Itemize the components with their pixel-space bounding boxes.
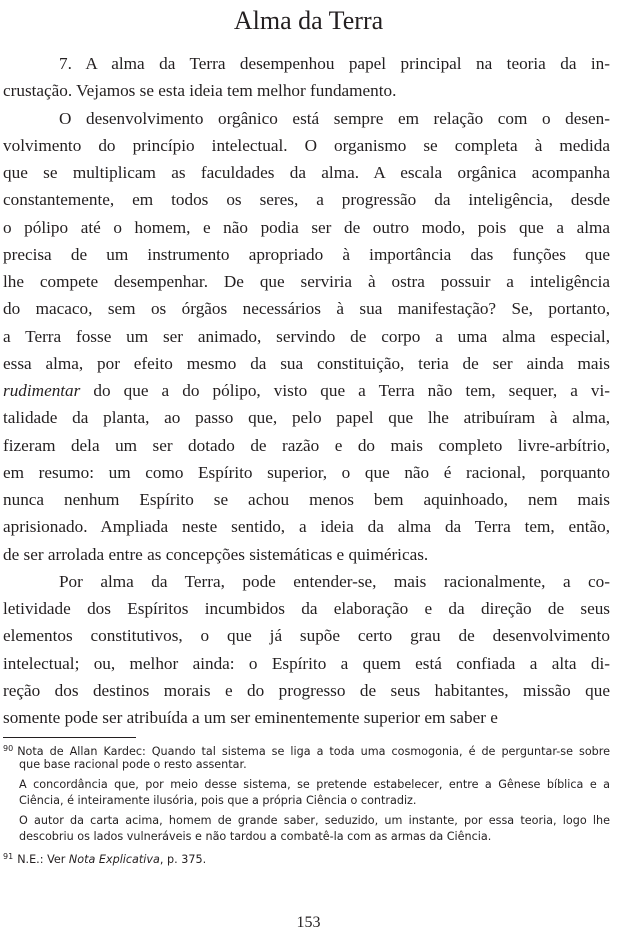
footnotes: [3, 741, 610, 865]
text-line: [3, 404, 610, 431]
text-line: [3, 159, 610, 186]
text-run: lhe compete desempenhar. De que serviria à ostra possuir a inteligência: [3, 272, 610, 291]
text-run: O desenvolvimento orgânico está sempre em relação com o desen-: [59, 108, 610, 128]
text-line: [3, 105, 610, 132]
text-line: [3, 459, 610, 486]
text-run: essa alma, por efeito mesmo da sua constituição, teria de ser ainda mais: [3, 353, 610, 373]
footnote-90-text: Nota de Allan Kardec: Quando tal sistema se liga a toda uma cosmogonia, é de perguntar-se sobre: [17, 745, 610, 758]
text-run: talidade da planta, ao passo que, pelo papel que lhe atribuíram à alma,: [3, 408, 610, 428]
text-line: [3, 432, 610, 459]
text-run: o pólipo até o homem, e não podia ser de outro modo, pois que a alma: [3, 217, 610, 237]
text-line: [3, 295, 610, 322]
text-line: [3, 486, 610, 513]
text-run: a Terra fosse um ser animado, servindo de corpo a uma alma especial,: [3, 326, 610, 346]
footnote-91-prefix: N.E.: Ver: [17, 853, 69, 866]
footnote-90-line: [3, 741, 610, 757]
footnote-90-line: descobriu os lados vulneráveis e não tardou a combatê-la com as armas da Ciência.: [19, 830, 492, 843]
text-line: [3, 77, 610, 104]
text-run: precisa de um instrumento apropriado à importância das funções que: [3, 244, 610, 264]
text-line: [3, 268, 610, 295]
text-run: fizeram dela um ser dotado de razão e do mais completo livre-arbítrio,: [3, 435, 610, 455]
text-line: [3, 50, 610, 77]
footnote-91-italic: Nota Explicativa: [68, 853, 160, 866]
footnote-90-line: Ciência, é inteiramente ilusória, pois que a própria Ciência o contradiz.: [19, 794, 417, 807]
paragraph: [3, 105, 610, 568]
text-run: letividade dos Espíritos incumbidos da elaboração e da direção de seus: [3, 599, 610, 618]
page-number: 153: [296, 914, 321, 931]
text-line: [3, 677, 610, 704]
paragraph: [3, 568, 610, 732]
paragraph: [3, 50, 610, 105]
text-line: [3, 132, 610, 159]
text-line: [3, 350, 610, 377]
text-line: [3, 541, 610, 568]
text-run: Por alma da Terra, pode entender-se, mais racionalmente, a co-: [59, 571, 610, 591]
text-run: volvimento do princípio intelectual. O organismo se completa à medida: [3, 135, 610, 155]
footnote-91-number: 91: [3, 852, 14, 861]
text-line: [3, 513, 610, 540]
footnote-90-number: 90: [3, 744, 14, 753]
footnote-90-line: A concordância que, por meio desse sistema, se pretende estabelecer, entre a Gênese bíblica e a: [19, 778, 610, 791]
text-run: crustação. Vejamos se esta ideia tem melhor fundamento.: [3, 81, 397, 101]
italic-text: rudimentar: [3, 381, 81, 400]
footnote-91-suffix: , p. 375.: [159, 853, 207, 866]
text-line: [3, 650, 610, 677]
text-line: [3, 595, 610, 622]
text-run: somente pode ser atribuída a um ser eminentemente superior em saber e: [3, 708, 498, 727]
text-run: reção dos destinos morais e do progresso de seus habitantes, missão que: [3, 680, 610, 700]
text-run: constantemente, em todos os seres, a progressão da inteligência, desde: [3, 190, 610, 210]
text-line: [3, 704, 610, 731]
text-run: em resumo: um como Espírito superior, o que não é racional, porquanto: [3, 462, 610, 482]
text-run: nunca nenhum Espírito se achou menos bem aquinhoado, nem mais: [3, 490, 610, 509]
body-text: [3, 50, 610, 731]
footnote-90-line: que base racional pode o resto assentar.: [19, 758, 247, 771]
text-run: que se multiplicam as faculdades da alma. A escala orgânica acompanha: [3, 163, 610, 182]
text-line: [3, 622, 610, 649]
text-run: do macaco, sem os órgãos necessários à sua manifestação? Se, portanto,: [3, 299, 610, 319]
text-line: [3, 214, 610, 241]
text-line: [3, 377, 610, 404]
text-line: [3, 186, 610, 213]
text-run: de ser arrolada entre as concepções sistemáticas e quiméricas.: [3, 544, 429, 564]
text-run: aprisionado. Ampliada neste sentido, a ideia da alma da Terra tem, então,: [3, 517, 610, 537]
text-run: do que a do pólipo, visto que a Terra não tem, sequer, a vi-: [80, 381, 610, 400]
footnote-90-line: O autor da carta acima, homem de grande saber, seduzido, um instante, por essa teoria, logo lhe: [19, 814, 610, 827]
text-line: [3, 568, 610, 595]
text-line: [3, 323, 610, 350]
text-line: [3, 241, 610, 268]
text-run: 7. A alma da Terra desempenhou papel principal na teoria da in-: [59, 54, 610, 73]
footnote-rule: [3, 737, 136, 738]
footnote-91-line: [3, 849, 610, 865]
chapter-title: Alma da Terra: [233, 6, 384, 35]
text-run: elementos constitutivos, o que já supõe certo grau de desenvolvimento: [3, 626, 610, 646]
text-run: intelectual; ou, melhor ainda: o Espírito a quem está confiada a alta di-: [3, 653, 610, 673]
